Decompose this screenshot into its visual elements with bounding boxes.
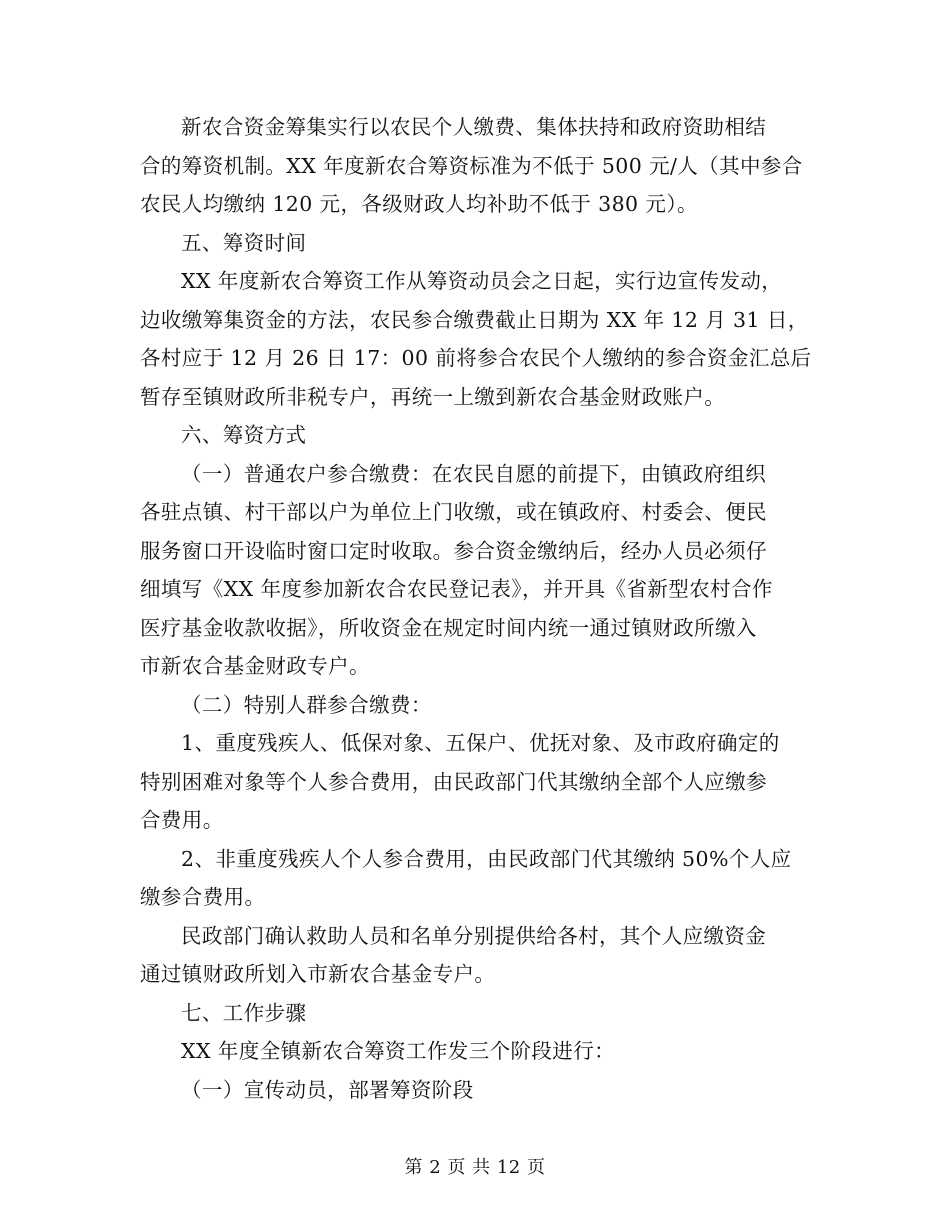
text-line: XX 年度新农合筹资工作从筹资动员会之日起，实行边宣传发动，: [181, 269, 783, 293]
text-line: 各村应于 12 月 26 日 17：00 前将参合农民个人缴纳的参合资金汇总后: [140, 346, 812, 370]
text-line: 各驻点镇、村干部以户为单位上门收缴，或在镇政府、村委会、便民: [140, 500, 767, 524]
paragraph-three-stages: [140, 1032, 812, 1071]
paragraph-item-1: [140, 724, 812, 840]
text-line: 新农合资金筹集实行以农民个人缴费、集体扶持和政府资助相结: [181, 115, 767, 139]
section-heading-funding-time: [140, 224, 812, 263]
text-line: 民政部门确认救助人员和名单分别提供给各村，其个人应缴资金: [181, 923, 767, 948]
text-line: 合的筹资机制。XX 年度新农合筹资标准为不低于 500 元/人（其中参合: [140, 153, 803, 178]
paragraph-funding-time: [140, 262, 812, 416]
text-line: 2、非重度残疾人个人参合费用，由民政部门代其缴纳 50%个人应: [181, 846, 792, 871]
text-line: （一）宣传动员，部署筹资阶段: [181, 1077, 474, 1102]
text-line: 市新农合基金财政专户。: [140, 654, 370, 678]
paragraph-item-2: [140, 840, 812, 917]
text-line: 细填写《XX 年度参加新农合农民登记表》，并开具《省新型农村合作: [140, 577, 773, 601]
paragraph-ordinary-households: [140, 455, 812, 686]
text-line: 六、筹资方式: [181, 423, 307, 447]
text-line: 特别困难对象等个人参合费用，由民政部门代其缴纳全部个人应缴参: [140, 769, 767, 794]
text-line: 通过镇财政所划入市新农合基金专户。: [140, 962, 496, 986]
text-line: 暂存至镇财政所非税专户，再统一上缴到新农合基金财政账户。: [140, 384, 726, 409]
text-line: （一）普通农户参合缴费：在农民自愿的前提下，由镇政府组织: [181, 461, 767, 486]
paragraph-funding-mechanism: [140, 108, 812, 224]
subheading-special-groups: [140, 686, 812, 725]
text-line: 1、重度残疾人、低保对象、五保户、优抚对象、及市政府确定的: [181, 731, 780, 755]
document-body: [140, 108, 812, 1109]
text-line: 五、筹资时间: [181, 230, 307, 255]
text-line: 七、工作步骤: [181, 1000, 307, 1025]
page-number-footer: 第 2 页 共 12 页: [404, 1157, 546, 1178]
text-line: 服务窗口开设临时窗口定时收取。参合资金缴纳后，经办人员必须仔: [140, 538, 767, 563]
text-line: 边收缴筹集资金的方法，农民参合缴费截止日期为 XX 年 12 月 31 日，: [140, 307, 809, 332]
text-line: 医疗基金收款收据》，所收资金在规定时间内统一通过镇财政所缴入: [140, 615, 757, 640]
text-line: （二）特别人群参合缴费：: [181, 692, 432, 717]
text-line: XX 年度全镇新农合筹资工作发三个阶段进行：: [181, 1039, 616, 1063]
section-heading-funding-method: [140, 416, 812, 455]
text-line: 缴参合费用。: [140, 885, 266, 909]
text-line: 农民人均缴纳 120 元，各级财政人均补助不低于 380 元）。: [140, 192, 698, 216]
text-line: 合费用。: [140, 808, 224, 832]
subheading-stage-1: [140, 1071, 812, 1110]
section-heading-work-steps: [140, 994, 812, 1033]
paragraph-civil-affairs: [140, 917, 812, 994]
